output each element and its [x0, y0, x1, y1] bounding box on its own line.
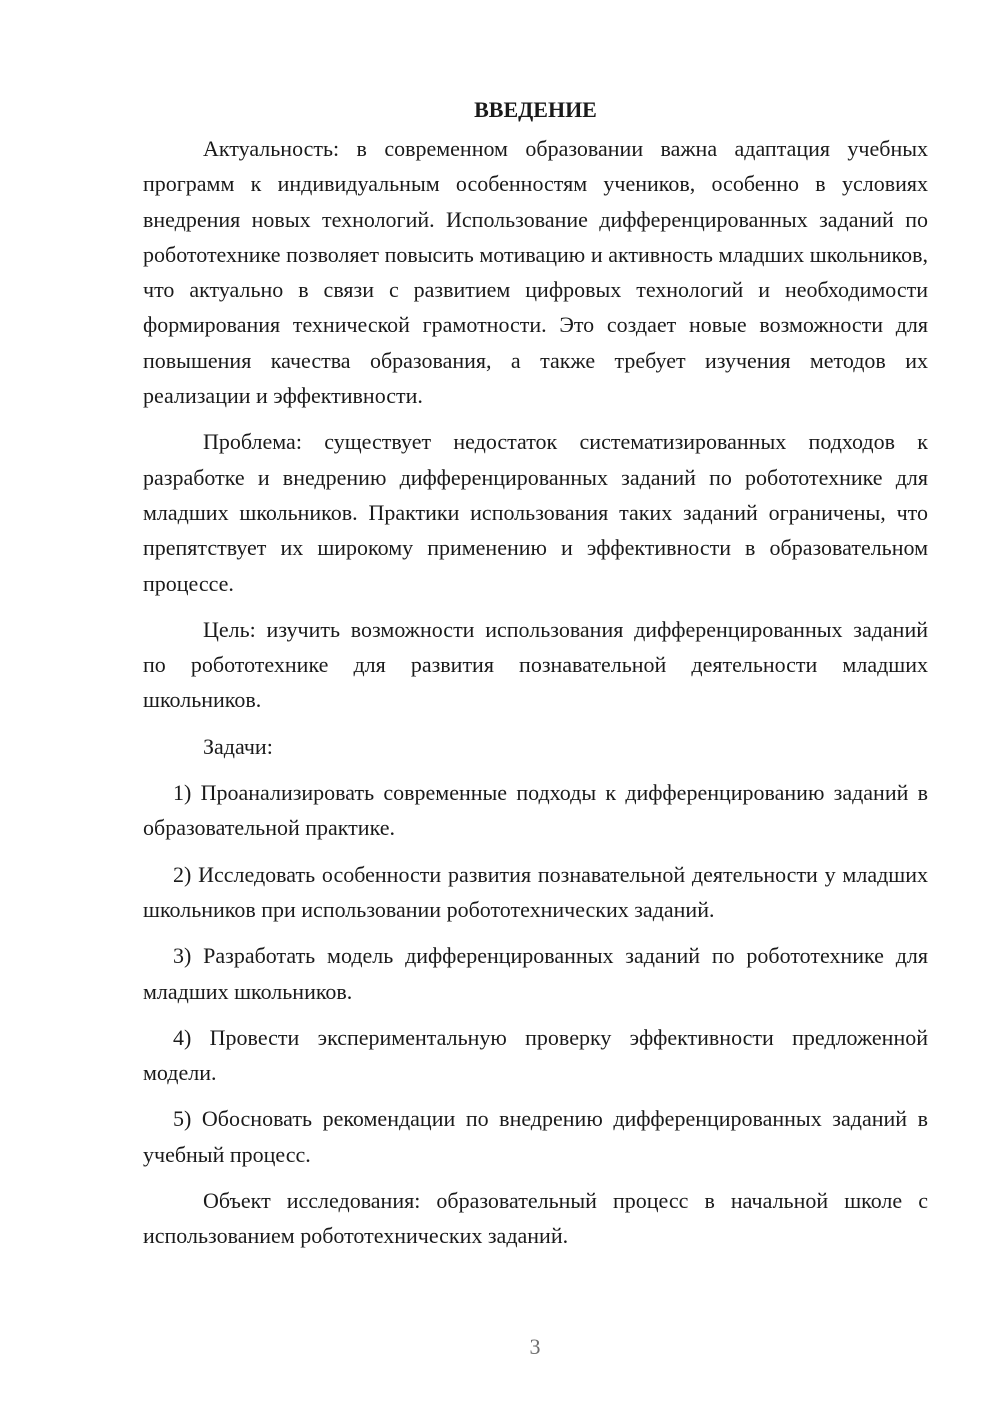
task-item-5: 5) Обосновать рекомендации по внедрению дифференцированных заданий в учебный процесс.: [143, 1106, 928, 1167]
task-item-2: 2) Исследовать особенности развития познавательной деятельности у младших школьников при использовании робототехнических заданий.: [143, 861, 928, 922]
task-item-1: 1) Проанализировать современные подходы к дифференцированию заданий в образовательной практике.: [143, 780, 928, 841]
tasks-heading: Задачи:: [203, 733, 273, 759]
page-number: 3: [529, 1334, 541, 1359]
task-item-3: 3) Разработать модель дифференцированных заданий по робототехнике для младших школьников.: [143, 943, 928, 1004]
page-title: ВВЕДЕНИЕ: [474, 97, 597, 122]
document-page: [143, 92, 928, 1265]
problem-paragraph: Проблема: существует недостаток систематизированных подходов к разработке и внедрению дифференцированных заданий по робототехнике для младших школьников. Практики использования таких заданий ограничены, что препятствует их широкому применению и эффективности в образовательном процессе.: [143, 429, 928, 596]
relevance-paragraph: Актуальность: в современном образовании важна адаптация учебных программ к индивидуальным особенностям учеников, особенно в условиях внедрения новых технологий. Использование дифференцированных заданий по робототехнике позволяет повысить мотивацию и активность младших школьников, что актуально в связи с развитием цифровых технологий и необходимости формирования технической грамотности. Это создает новые возможности для повышения качества образования, а также требует изучения методов их реализации и эффективности.: [143, 136, 928, 409]
task-item-4: 4) Провести экспериментальную проверку эффективности предложенной модели.: [143, 1024, 928, 1086]
research-object-paragraph: Объект исследования: образовательный процесс в начальной школе с использованием робототехнических заданий.: [143, 1188, 928, 1249]
goal-paragraph: Цель: изучить возможности использования дифференцированных заданий по робототехнике для развития познавательной деятельности младших школьников.: [143, 616, 928, 713]
